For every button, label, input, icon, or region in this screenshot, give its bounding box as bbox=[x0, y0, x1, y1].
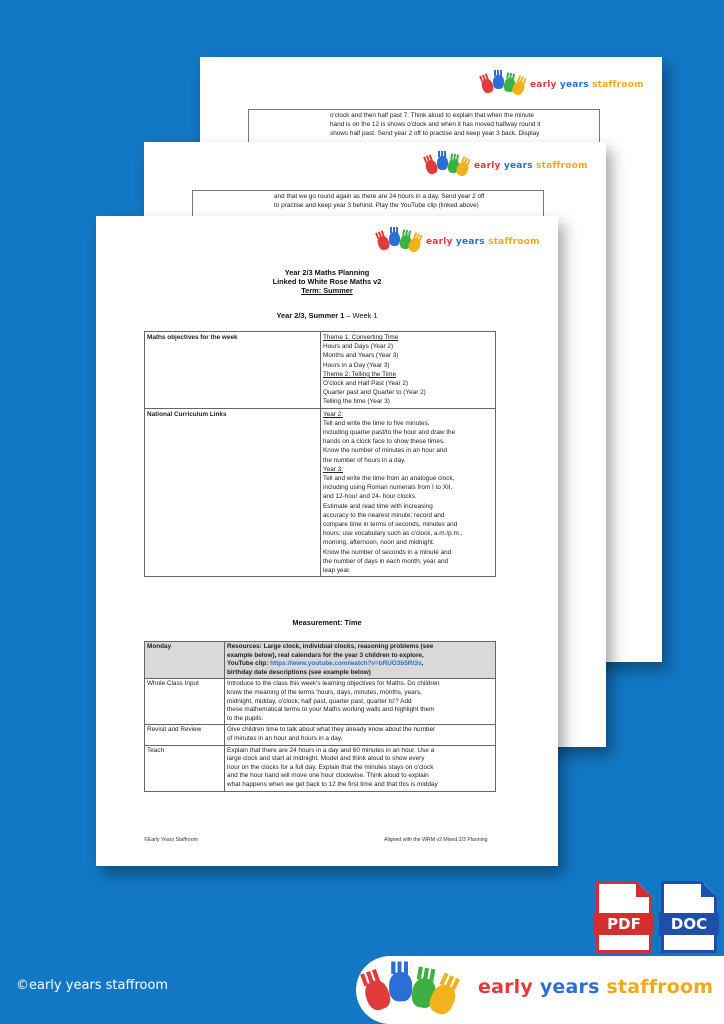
brand-word-2: years bbox=[503, 161, 533, 171]
footer-left: ©Early Years Staffroom bbox=[144, 837, 198, 843]
day-label: Monday bbox=[145, 642, 225, 679]
brand-banner bbox=[356, 956, 724, 1024]
brand-logo bbox=[378, 232, 540, 252]
hands-logo-icon bbox=[426, 156, 470, 176]
doc-label: DOC bbox=[659, 913, 719, 935]
brand-logo bbox=[482, 75, 644, 95]
week-subheading: Year 2/3, Summer 1 – Week 1 bbox=[276, 311, 378, 320]
brand-word-3: staffroom bbox=[606, 976, 714, 998]
table-row bbox=[145, 745, 496, 791]
brand-word-1: early bbox=[530, 80, 557, 90]
brand-word-2: years bbox=[559, 80, 589, 90]
objectives-table bbox=[144, 331, 496, 577]
curriculum-label: National Curriculum Links bbox=[145, 408, 321, 577]
hands-logo-icon bbox=[482, 75, 526, 95]
table-row bbox=[145, 408, 496, 577]
brand-word-1: early bbox=[426, 237, 453, 247]
brand-logo bbox=[426, 156, 588, 176]
copyright-text: ©early years staffroom bbox=[16, 978, 169, 993]
doc-file-icon[interactable] bbox=[661, 881, 717, 953]
row-label: Revisit and Review bbox=[145, 725, 225, 745]
brand-word-3: staffroom bbox=[488, 237, 540, 247]
hands-logo-icon bbox=[378, 232, 422, 252]
brand-word-2: years bbox=[455, 237, 485, 247]
pdf-label: PDF bbox=[594, 913, 654, 935]
brand-word-3: staffroom bbox=[536, 161, 588, 171]
table-row bbox=[145, 642, 496, 679]
row-label: Whole Class Input bbox=[145, 679, 225, 725]
curriculum-list: Year 2: Tell and write the time to five minutes, including quarter past/to the hour and draw the hands on a clock face to show these times. Know the number of minutes in an hour and the number of hours in a day. Year 3: Tell and write the time from an analogue clock, including using Roman numerals from I to XII, and 12-hour and 24- hour clocks. Estimate and read time with increasing accuracy to the nearest minute; record and compare time in terms of seconds, minutes and hours; use vocabulary such as o'clock, a.m./p.m., morning, afternoon, noon and midnight. Know the number of seconds in a minute and the number of days in each month, year and leap year. bbox=[321, 408, 496, 577]
objectives-label: Maths objectives for the week bbox=[145, 332, 321, 409]
row-content: Introduce to the class this week's learning objectives for Maths. Do children know the meaning of the terms 'hours, days, minutes, months, years, midnight, midday, o'clock, half past, quarter past, quarter to'? Add these mathematical terms to your Maths working walls and highlight them to the pupils. bbox=[225, 679, 496, 725]
youtube-link[interactable]: https://www.youtube.com/watch?v=bRUO3b5Rt3s bbox=[270, 660, 422, 668]
brand-word-3: staffroom bbox=[592, 80, 644, 90]
objectives-list: Theme 1: Converting Time Hours and Days (Year 2) Months and Years (Year 3) Hours in a Day (Year 3) Theme 2: Telling the Time O'clock and Half Past (Year 2) Quarter past and Quarter to (Year 2) Telling the time (Year 3) bbox=[321, 332, 496, 409]
table-row bbox=[145, 332, 496, 409]
brand-word-1: early bbox=[478, 976, 533, 998]
pdf-file-icon[interactable] bbox=[596, 881, 652, 953]
document-title: Year 2/3 Maths Planning Linked to White Rose Maths v2 Term: Summer bbox=[272, 268, 382, 295]
hands-logo-icon bbox=[366, 972, 458, 1014]
middle-page-text: and that we go round again as there are 24 hours in a day. Send year 2 off to practise and keep year 3 behind. Play the YouTube clip (linked above) bbox=[274, 193, 485, 209]
brand-logo bbox=[366, 966, 713, 998]
row-label: Teach bbox=[145, 745, 225, 791]
row-content: Give children time to talk about what they already know about the number of minutes in an hour and hours in a day. bbox=[225, 725, 496, 745]
resources-cell: Resources: Large clock, individual clocks, reasoning problems (see example below), real calendars for the year 3 children to explore, YouTube clip: https://www.youtube.com/watch?v=bRUO3b5Rt3s, birthday date descriptions (see example below) bbox=[225, 642, 496, 679]
table-row bbox=[145, 725, 496, 745]
footer-right: Aligned with the WRM v2 Mixed 2/3 Planning bbox=[384, 837, 488, 843]
back-page-text: o'clock and then half past 7. Think aloud to explain that when the minute hand is on the 12 is shows o'clock and when it has moved halfway round it shows half past. Send year 2 off to practise and keep year 3 back. Display bbox=[330, 112, 541, 137]
brand-word-1: early bbox=[474, 161, 501, 171]
row-content: Explain that there are 24 hours in a day and 60 minutes in an hour. Use a large clock and start at midnight. Model and think aloud to show every hour on the clocks for a full day. Explain that the minutes stays on o'clock and the hour hand will move one hour clockwise. Think aloud to explain what happens when we get back to 12 the first time and that this is midday bbox=[225, 745, 496, 791]
table-row bbox=[145, 679, 496, 725]
weekly-plan-table bbox=[144, 641, 496, 792]
front-page-preview bbox=[96, 216, 558, 866]
brand-word-2: years bbox=[539, 976, 600, 998]
section-heading: Measurement: Time bbox=[292, 618, 362, 627]
